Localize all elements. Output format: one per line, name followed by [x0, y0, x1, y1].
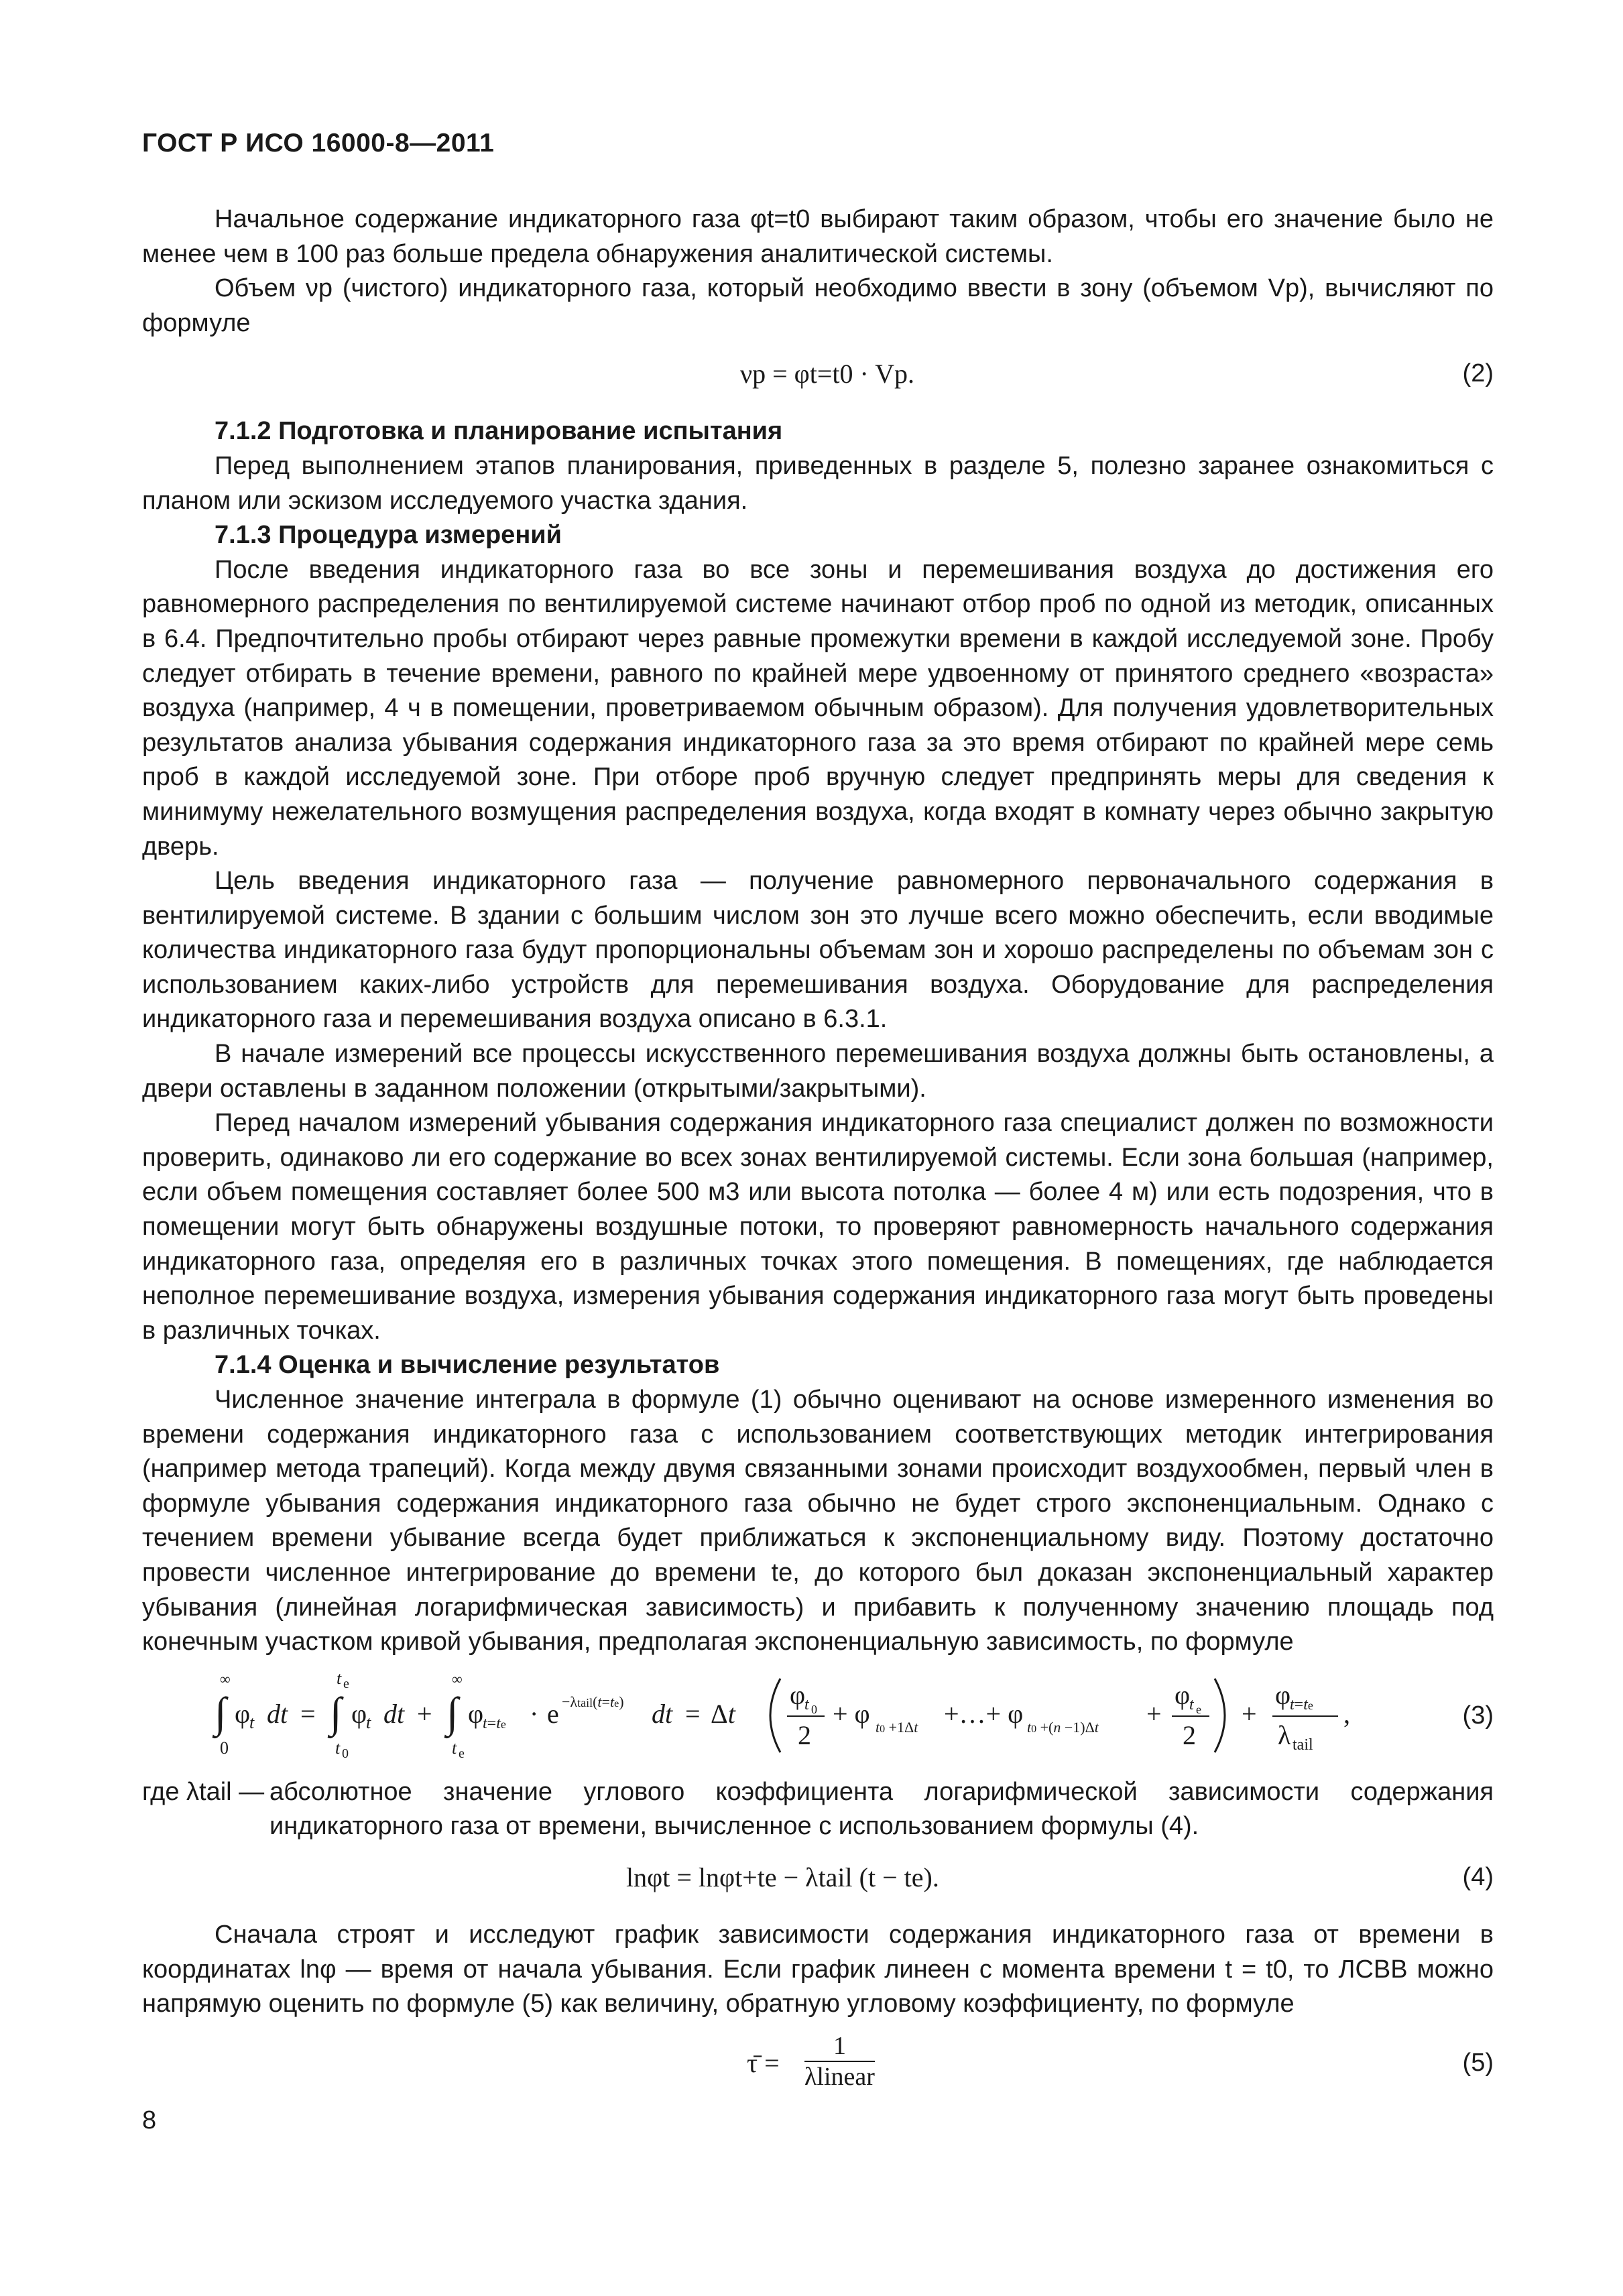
svg-text:∫: ∫	[446, 1688, 459, 1736]
section-7-1-4-paragraph-2: Сначала строят и исследуют график зависимости содержания индикаторного газа от времени в координатах lnφ — время от начала убывания. Если график линеен с момента времени t = t0, то ЛСВВ можно напрямую оценить по формуле (5) как величину, обратную угловому коэффициенту, по формуле	[142, 1920, 1494, 2018]
svg-text:e: e	[547, 1698, 559, 1729]
svg-text:·: ·	[530, 1698, 539, 1729]
standard-header: ГОСТ Р ИСО 16000-8—2011	[142, 129, 495, 158]
formula-5-lhs: τ̄ =	[747, 2047, 780, 2078]
section-7-1-4-title: 7.1.4 Оценка и вычисление результатов	[215, 1351, 720, 1380]
svg-text:dt: dt	[383, 1698, 405, 1729]
section-7-1-3-paragraph-2: Цель введения индикаторного газа — получение равномерного первоначального содержания в вентилируемой системе. В здании с большим числом зон это лучше всего можно обеспечить, если вводимые количества индикаторного газа будут пропорциональны объемам зон и хорошо распределены по объемам зон с использованием каких-либо устройств для перемешивания воздуха. Оборудование для распределения индикаторного газа и перемешивания воздуха описано в 6.3.1.	[142, 867, 1494, 1034]
page-number: 8	[142, 2106, 157, 2134]
formula-4-number: (4)	[1462, 1862, 1494, 1891]
formula-2	[142, 350, 1494, 402]
svg-text:t: t	[452, 1738, 457, 1758]
svg-text:t: t	[249, 1712, 255, 1732]
paragraph-volume: Объем νp (чистого) индикаторного газа, который необходимо ввести в зону (объемом Vp), вычисляют по формуле	[142, 274, 1494, 337]
svg-text:t=te: t=te	[483, 1714, 506, 1732]
section-7-1-4-paragraph-1: Численное значение интеграла в формуле (1) обычно оценивают на основе измеренного изменения во времени содержания индикаторного газа с использованием соответствующих методик интегрирования (например метода трапеций). Когда между двумя связанными зонами происходит воздухообмен, первый член в формуле убывания содержания индикаторного газа обычно не будет строго экспоненциальным. Однако с течением времени убывание всегда будет приближаться к экспоненциальному виду. Поэтому достаточно провести численное интегрирование до времени te, до которого был доказан экспоненциальный характер убывания (линейная логарифмическая зависимость) и прибавить к полученному значению площадь под конечным участком кривой убывания, предполагая экспоненциальную зависимость, по формуле	[142, 1386, 1494, 1656]
svg-text:t: t	[804, 1695, 809, 1713]
svg-text:e: e	[343, 1676, 349, 1691]
svg-text:φ: φ	[351, 1698, 367, 1729]
paragraph-initial-content: Начальное содержание индикаторного газа φt=t0 выбирают таким образом, чтобы его значение было не менее чем в 100 раз больше предела обнаружения аналитической системы.	[142, 205, 1494, 268]
section-7-1-3-paragraph-3: В начале измерений все процессы искусственного перемешивания воздуха должны быть остановлены, а двери оставлены в заданном положении (открытыми/закрытыми).	[142, 1040, 1494, 1103]
svg-text:dt: dt	[652, 1698, 673, 1729]
svg-text:φ: φ	[1175, 1679, 1191, 1710]
section-7-1-3-paragraph-1: После введения индикаторного газа во все зоны и перемешивания воздуха до достижения его равномерного распределения по вентилируемой системе начинают отбор проб по одной из методик, описанных в 6.4. Предпочтительно пробы отбирают через равные промежутки времени в каждой исследуемой зоне. Пробу следует отбирать в течение времени, равного по крайней мере удвоенному от принятого среднего «возраста» воздуха (например, 4 ч в помещении, проветриваемом обычным образом). Для получения удовлетворительных результатов анализа убывания содержания индикаторного газа за это время отбирают по крайней мере семь проб в каждой исследуемой зоне. При отборе проб вручную следует предпринять меры для сведения к минимуму нежелательного возмущения распределения воздуха, когда входят в комнату через обычно закрытую дверь.	[142, 555, 1494, 861]
svg-text:dt: dt	[267, 1698, 288, 1729]
svg-text:t: t	[337, 1668, 342, 1688]
svg-text:+ φ: + φ	[833, 1698, 870, 1729]
svg-text:t: t	[366, 1712, 371, 1732]
svg-text:φ: φ	[790, 1679, 806, 1710]
svg-text:0: 0	[342, 1746, 349, 1761]
section-7-1-2-title: 7.1.2 Подготовка и планирование испытания	[215, 417, 783, 446]
legend-description: абсолютное значение углового коэффициента логарифмической зависимости содержания индикаторного газа от времени, вычисленное с использованием формулы (4).	[269, 1777, 1494, 1841]
page-content	[142, 202, 1494, 2108]
svg-text:t0 +1Δt: t0 +1Δt	[876, 1718, 918, 1736]
svg-text:∫: ∫	[330, 1688, 342, 1736]
svg-text:φ: φ	[235, 1698, 251, 1729]
svg-text:tail: tail	[1293, 1736, 1313, 1754]
svg-text:2: 2	[798, 1719, 811, 1750]
formula-3-drawing	[142, 1665, 1402, 1766]
formula-5-denominator: λlinear	[804, 2062, 875, 2091]
formula-4-body: lnφt = lnφt+te − λtail (t − te).	[626, 1862, 939, 1892]
svg-text:=: =	[685, 1698, 701, 1729]
formula-2-number: (2)	[1462, 359, 1494, 388]
svg-text:−λtail(t=te): −λtail(t=te)	[562, 1693, 624, 1710]
svg-text:λ: λ	[1278, 1719, 1291, 1750]
svg-text:+: +	[1146, 1698, 1162, 1729]
svg-text:e: e	[459, 1746, 465, 1761]
svg-text:+…+ φ: +…+ φ	[944, 1698, 1024, 1729]
svg-text:e: e	[1196, 1702, 1201, 1716]
svg-text:φ: φ	[468, 1698, 484, 1729]
formula-2-body: νp = φt=t0 · Vp.	[740, 359, 914, 389]
svg-text:+: +	[1242, 1698, 1257, 1729]
section-7-1-2-text: Перед выполнением этапов планирования, приведенных в разделе 5, полезно заранее ознакомиться с планом или эскизом исследуемого участка здания.	[142, 451, 1494, 515]
svg-text:2: 2	[1183, 1719, 1196, 1750]
formula-5-number: (5)	[1462, 2048, 1494, 2077]
formula-5-numerator: 1	[804, 2031, 875, 2062]
svg-text:∫: ∫	[215, 1688, 227, 1736]
svg-text:+: +	[417, 1698, 432, 1729]
svg-text:t: t	[335, 1738, 341, 1758]
svg-text:Δt: Δt	[711, 1698, 735, 1729]
formula-5-fraction	[804, 2031, 875, 2092]
legend-symbol: где λtail —	[142, 1777, 265, 1806]
formula-3-number: (3)	[1462, 1701, 1494, 1730]
section-7-1-3-title: 7.1.3 Процедура измерений	[215, 521, 562, 550]
svg-text:0: 0	[220, 1738, 229, 1758]
section-7-1-3-paragraph-4: Перед началом измерений убывания содержания индикаторного газа специалист должен по возможности проверить, одинаково ли его содержание во всех зонах вентилируемой системы. Если зона большая (например, если объем помещения составляет более 500 м3 или высота потолка — более 4 м) или есть подозрения, что в помещении могут быть обнаружены воздушные потоки, то проверяют равномерность начального содержания индикаторного газа, определяя его в различных точках этого помещения. В помещениях, где наблюдается неполное перемешивание воздуха, измерения убывания содержания индикаторного газа могут быть проведены в различных точках.	[142, 1109, 1494, 1345]
svg-text:=: =	[300, 1698, 316, 1729]
legend-lambda-tail	[142, 1775, 1494, 1844]
svg-text:,: ,	[1343, 1698, 1350, 1729]
formula-5	[142, 2031, 1494, 2096]
svg-text:∞: ∞	[452, 1670, 463, 1687]
formula-4	[142, 1854, 1494, 1906]
svg-text:∞: ∞	[220, 1670, 231, 1687]
formula-3	[142, 1665, 1494, 1766]
svg-text:t=te: t=te	[1290, 1695, 1313, 1713]
svg-text:t0 +(n −1)Δt: t0 +(n −1)Δt	[1027, 1718, 1099, 1736]
svg-text:φ: φ	[1275, 1679, 1291, 1710]
svg-text:t: t	[1189, 1695, 1194, 1713]
svg-text:0: 0	[811, 1702, 817, 1716]
